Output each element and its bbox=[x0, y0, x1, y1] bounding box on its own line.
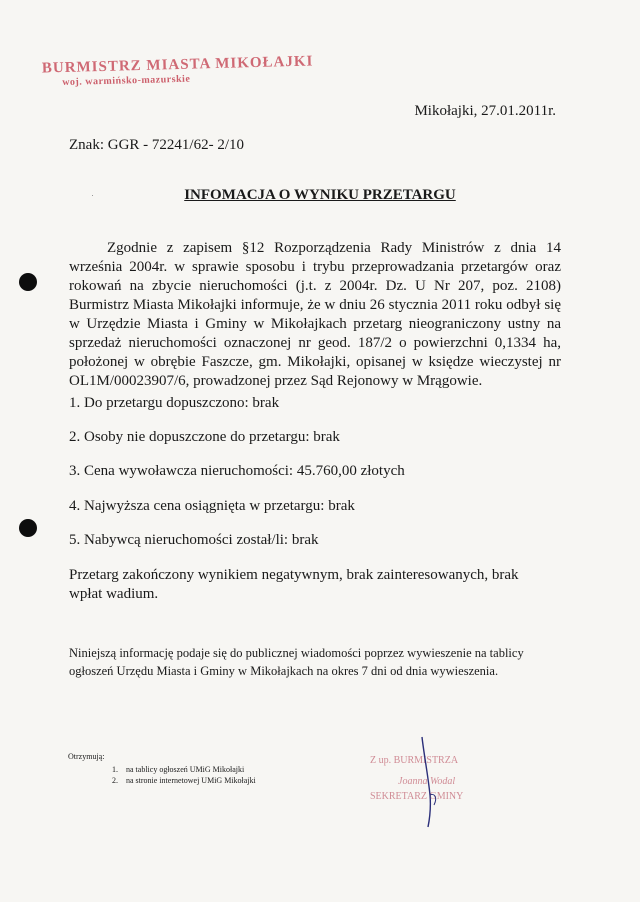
recipient-number: 1. bbox=[112, 765, 118, 774]
notice-paragraph: Niniejszą informację podaje się do publicznej wiadomości poprzez wywieszenie na tablicy ogłoszeń Urzędu Miasta i Gminy w Mikołajkach na okres 7 dni od dnia wywieszenia. bbox=[69, 646, 524, 678]
list-item: 1. Do przetargu dopuszczono: brak bbox=[69, 395, 280, 411]
recipient-row bbox=[68, 764, 256, 775]
issuer-stamp bbox=[42, 52, 314, 89]
recipients-block bbox=[68, 751, 256, 786]
place-date: Mikołajki, 27.01.2011r. bbox=[414, 103, 556, 119]
binder-hole-top bbox=[19, 273, 37, 291]
list-item: 3. Cena wywoławcza nieruchomości: 45.760,00 złotych bbox=[69, 463, 405, 479]
reference-number: Znak: GGR - 72241/62- 2/10 bbox=[69, 137, 244, 153]
sig-stamp-line-1: Z up. BURMISTRZA bbox=[370, 755, 459, 766]
sig-stamp-line-3: SEKRETARZ GMINY bbox=[370, 791, 464, 802]
document-title: INFOMACJA O WYNIKU PRZETARGU bbox=[184, 187, 456, 203]
recipient-text: na tablicy ogłoszeń UMiG Mikołajki bbox=[126, 765, 245, 774]
recipient-row bbox=[68, 775, 256, 786]
recipients-heading: Otrzymują: bbox=[68, 752, 105, 761]
closing-paragraph: Przetarg zakończony wynikiem negatywnym, brak zainteresowanych, brak wpłat wadium. bbox=[69, 567, 519, 602]
stamp-line-2: woj. warmińsko-mazurskie bbox=[62, 73, 191, 89]
handwritten-signature bbox=[400, 735, 460, 835]
stamp-line-1: BURMISTRZ MIASTA MIKOŁAJKI bbox=[41, 53, 314, 77]
list-item: 5. Nabywcą nieruchomości został/li: brak bbox=[69, 532, 319, 548]
body-paragraph: Zgodnie z zapisem §12 Rozporządzenia Rady Ministrów z dnia 14 września 2004r. w sprawie sposobu i trybu przeprowadzania przetargów oraz rokowań na zbycie nieruchomości (j.t. z 2004r. Dz. U Nr 207, poz. 2108) Burmistrz Miasta Mikołajki informuje, że w dniu 26 stycznia 2011 roku odbył się w Urzędzie Miasta i Gminy w Mikołajkach przetarg nieograniczony ustny na sprzedaż nieruchomości oznaczonej nr geod. 187/2 o powierzchni 0,1334 ha, położonej w obrębie Faszcze, gm. Mikołajki, opisanej w księdze wieczystej nr OL1M/00023907/6, prowadzonej przez Sąd Rejonowy w Mrągowie. bbox=[69, 240, 561, 389]
binder-hole-bottom bbox=[19, 519, 37, 537]
list-item: 2. Osoby nie dopuszczone do przetargu: brak bbox=[69, 429, 340, 445]
recipient-number: 2. bbox=[112, 776, 118, 785]
recipient-text: na stronie internetowej UMiG Mikołajki bbox=[126, 776, 256, 785]
sig-stamp-line-2: Joanna Wodal bbox=[398, 776, 456, 787]
list-item: 4. Najwyższa cena osiągnięta w przetargu: brak bbox=[69, 498, 355, 514]
